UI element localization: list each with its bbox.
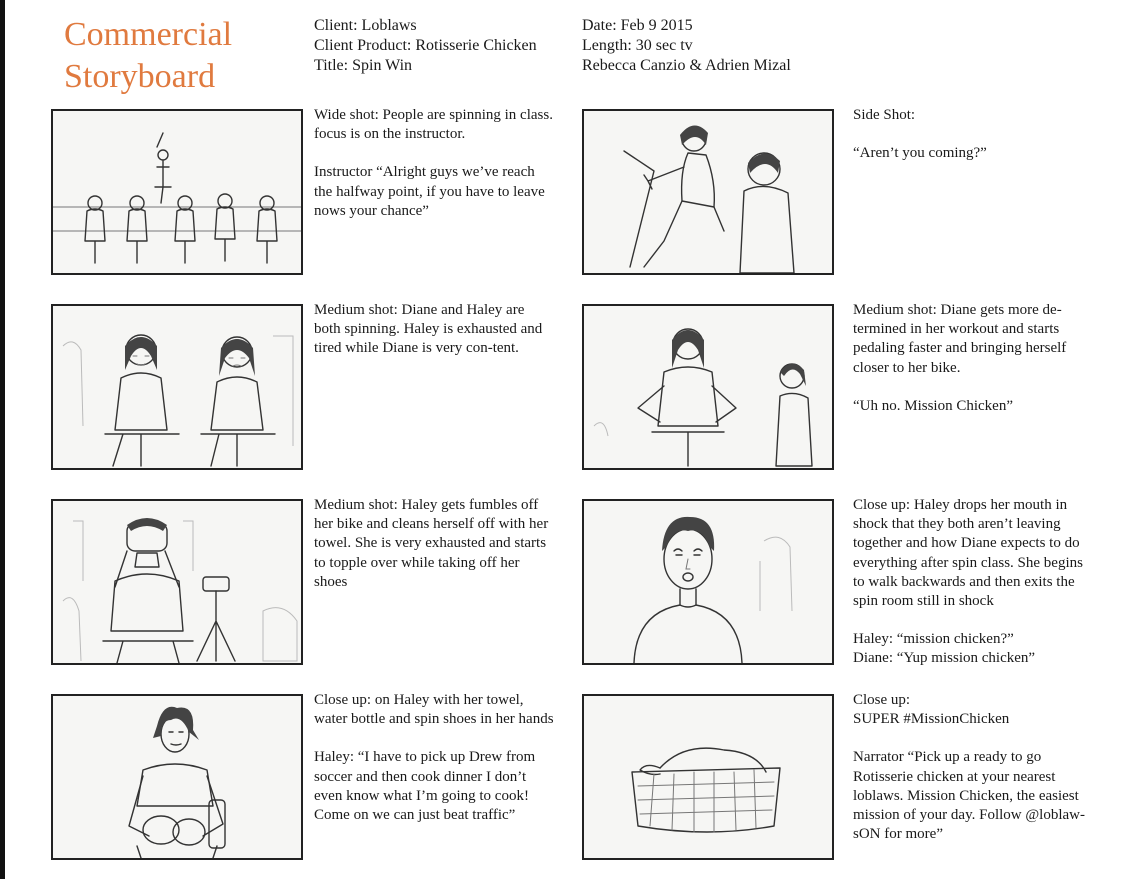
panel-1-description <box>314 106 554 221</box>
panel-4-sketch <box>582 304 834 470</box>
panel-4-description <box>853 301 1093 416</box>
rotisserie-chicken-basket-sketch <box>584 696 832 858</box>
panel-7-description <box>314 691 554 825</box>
panel-5-description <box>314 496 554 592</box>
panel-2-shot: Side Shot: <box>853 107 916 123</box>
production-info <box>582 16 791 76</box>
panel-4-shot: Medium shot: Diane gets more de-termined in her workout and starts pedaling faster and bringing herself closer to her bike. <box>853 302 1067 376</box>
panel-1-sketch <box>51 109 303 275</box>
diane-haley-spinning-sketch <box>53 306 301 468</box>
panel-3-sketch <box>51 304 303 470</box>
length: Length: 30 sec tv <box>582 37 693 54</box>
panel-8-description <box>853 691 1093 844</box>
client-name: Client: Loblaws <box>314 17 417 34</box>
haley-holding-gear-sketch <box>53 696 301 858</box>
side-shot-sketch <box>584 111 832 273</box>
panel-6-diane-line: Diane: “Yup mission chicken” <box>853 650 1036 667</box>
panel-5-shot: Medium shot: Haley gets fumbles off her bike and cleans herself off with her towel. She is very exhausted and starts to topple over while taking off her shoes <box>314 497 549 590</box>
date: Date: Feb 9 2015 <box>582 17 693 34</box>
page-edge-bar <box>0 0 5 879</box>
title-line-2: Storyboard <box>64 58 216 95</box>
panel-8-shot-type: Close up: <box>853 692 911 708</box>
panel-7-shot: Close up: on Haley with her towel, water bottle and spin shoes in her hands <box>314 692 554 728</box>
haley-towel-sketch <box>53 501 301 663</box>
panel-1-dialogue: Instructor “Alright guys we’ve reach the halfway point, if you have to leave nows your chance” <box>314 164 545 219</box>
panel-6-sketch <box>582 499 834 665</box>
storyboard-title <box>64 14 232 98</box>
panel-3-description <box>314 301 554 359</box>
panel-4-dialogue: “Uh no. Mission Chicken” <box>853 397 1013 414</box>
panel-7-sketch <box>51 694 303 860</box>
panel-7-dialogue: Haley: “I have to pick up Drew from soccer and then cook dinner I don’t even know what I’m going to cook! Come on we can just beat traffic” <box>314 749 536 824</box>
spot-title: Title: Spin Win <box>314 57 413 74</box>
panel-6-shot: Close up: Haley drops her mouth in shock that they both aren’t leaving together and how Diane expects to do everything after spin class. She begins to walk backwards and then exits the spin room still in shock <box>853 497 1083 610</box>
panel-2-dialogue: “Aren’t you coming?” <box>853 145 987 162</box>
panel-6-description <box>853 496 1093 669</box>
title-line-1: Commercial <box>64 16 233 53</box>
panel-3-shot: Medium shot: Diane and Haley are both spinning. Haley is exhausted and tired while Diane is very con-tent. <box>314 302 543 357</box>
panel-2-sketch <box>582 109 834 275</box>
panel-8-sketch <box>582 694 834 860</box>
panel-8-narration: Narrator “Pick up a ready to go Rotisserie chicken at your nearest loblaws. Mission Chicken, the easiest mission of your day. Follow @loblaw-sON for more” <box>853 749 1085 843</box>
panel-2-description <box>853 106 1093 163</box>
spin-class-wide-sketch <box>53 111 301 273</box>
client-product: Client Product: Rotisserie Chicken <box>314 37 537 54</box>
diane-determined-sketch <box>584 306 832 468</box>
client-info <box>314 16 537 76</box>
authors: Rebecca Canzio & Adrien Mizal <box>582 57 791 74</box>
panel-6-haley-line: Haley: “mission chicken?” <box>853 631 1014 648</box>
panel-8-shot <box>853 691 1093 729</box>
panel-6-dialogue <box>853 630 1093 668</box>
panel-1-shot: Wide shot: People are spinning in class. focus is on the instructor. <box>314 107 553 143</box>
panel-8-super: SUPER #MissionChicken <box>853 711 1010 728</box>
haley-shocked-closeup-sketch <box>584 501 832 663</box>
panel-5-sketch <box>51 499 303 665</box>
